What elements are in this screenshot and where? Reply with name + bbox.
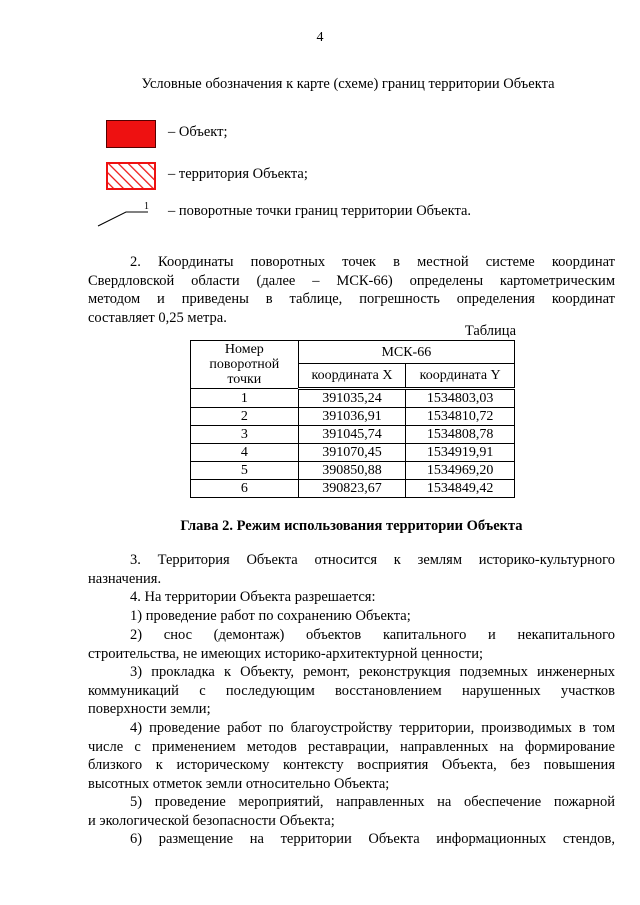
text-line: поверхности земли; xyxy=(88,701,211,717)
legend-object-label: – Объект; xyxy=(168,124,228,140)
cell-x: 391045,74 xyxy=(298,426,406,444)
page-number: 4 xyxy=(316,30,324,45)
table-row xyxy=(191,444,515,462)
list-item-5 xyxy=(88,793,615,830)
paragraph-3 xyxy=(88,551,615,588)
cell-x: 391070,45 xyxy=(298,444,406,462)
text-line: строительства, не имеющих историко-архитектурной ценности; xyxy=(88,645,484,662)
para2-line: методом и приведены в таблице, погрешность определения координат xyxy=(88,291,615,307)
text-line: 2) снос (демонтаж) объектов капитального и некапитального xyxy=(130,627,615,643)
text-line: высотных отметок земли относительно Объекта; xyxy=(88,775,390,792)
territory-hatch-swatch xyxy=(106,162,156,190)
coordinates-table xyxy=(190,340,515,498)
text-line: 4. На территории Объекта разрешается: xyxy=(130,589,376,605)
table-row xyxy=(191,462,515,480)
cell-y: 1534803,03 xyxy=(406,389,515,408)
header-msk66: МСК-66 xyxy=(298,341,514,364)
table-row xyxy=(191,389,515,408)
cell-number: 2 xyxy=(191,408,299,426)
cell-y: 1534808,78 xyxy=(406,426,515,444)
legend-title: Условные обозначения к карте (схеме) границ территории Объекта xyxy=(141,76,555,92)
table-row xyxy=(191,480,515,498)
text-line: коммуникаций с последующим восстановлением нарушенных участков xyxy=(88,682,615,699)
table-row xyxy=(191,426,515,444)
object-legend-swatch xyxy=(106,120,156,148)
table-caption: Таблица xyxy=(464,323,516,339)
cell-number: 1 xyxy=(191,389,299,408)
text-line: назначения. xyxy=(88,570,162,587)
para2-line: 2. Координаты поворотных точек в местной системе координат xyxy=(130,254,615,270)
cell-x: 390823,67 xyxy=(298,480,406,498)
chapter-title: Глава 2. Режим использования территории Объекта xyxy=(180,518,523,534)
text-line: 3) прокладка к Объекту, ремонт, реконструкция подземных инженерных xyxy=(130,664,615,680)
cell-number: 3 xyxy=(191,426,299,444)
table-row xyxy=(191,408,515,426)
text-line: 1) проведение работ по сохранению Объекта; xyxy=(130,608,411,624)
cell-x: 390850,88 xyxy=(298,462,406,480)
text-line: числе с применением методов реставрации, направленных на формирование xyxy=(88,738,615,755)
header-x: координата X xyxy=(298,364,406,389)
cell-y: 1534919,91 xyxy=(406,444,515,462)
paragraph-2 xyxy=(88,253,615,327)
text-line: 6) размещение на территории Объекта информационных стендов, xyxy=(130,831,615,847)
text-line: 5) проведение мероприятий, направленных на обеспечение пожарной xyxy=(130,794,615,810)
text-line: близкого к историческому контексту восприятия Объекта, без повышения xyxy=(88,757,615,773)
text-line: 4) проведение работ по благоустройству территории, производимых в том xyxy=(130,720,615,736)
list-item-3 xyxy=(88,663,615,719)
paragraph-4 xyxy=(88,588,615,607)
text-line: 3. Территория Объекта относится к землям историко-культурного xyxy=(130,552,615,568)
list-item-6 xyxy=(88,830,615,849)
list-item-1 xyxy=(88,607,615,626)
cell-x: 391035,24 xyxy=(298,389,406,408)
header-y: координата Y xyxy=(406,364,515,389)
cell-y: 1534810,72 xyxy=(406,408,515,426)
cell-y: 1534969,20 xyxy=(406,462,515,480)
para2-line: Свердловской области (далее – МСК-66) определены картометрическим xyxy=(88,272,615,289)
cell-x: 391036,91 xyxy=(298,408,406,426)
legend-turn-points-label: – поворотные точки границ территории Объекта. xyxy=(168,203,472,219)
cell-number: 6 xyxy=(191,480,299,498)
header-point-number: Номер поворотной точки xyxy=(191,341,299,389)
cell-number: 4 xyxy=(191,444,299,462)
cell-number: 5 xyxy=(191,462,299,480)
list-item-4 xyxy=(88,719,615,793)
cell-y: 1534849,42 xyxy=(406,480,515,498)
turn-point-marker-icon xyxy=(96,198,160,232)
legend-territory-label: – территория Объекта; xyxy=(168,166,308,182)
list-item-2 xyxy=(88,626,615,663)
para2-line: составляет 0,25 метра. xyxy=(88,309,227,326)
text-line: и экологической безопасности Объекта; xyxy=(88,812,335,829)
turn-point-marker-number: 1 xyxy=(144,201,149,212)
